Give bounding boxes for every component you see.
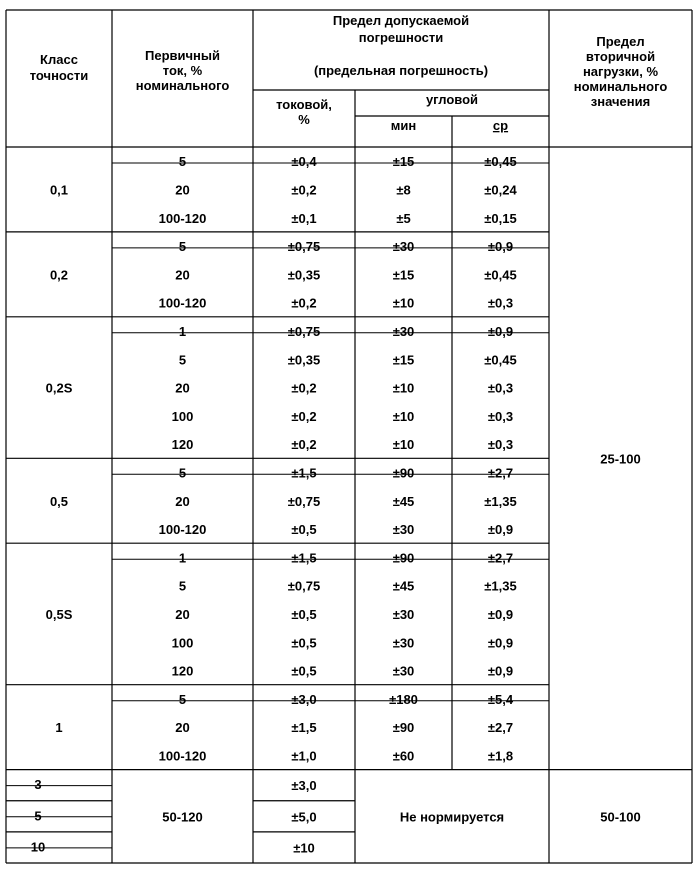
- cell-min: ±5: [396, 210, 411, 226]
- cell-current: ±0,5: [291, 635, 317, 651]
- table-grid: [6, 10, 692, 863]
- cell-current: ±1,5: [291, 720, 317, 736]
- cell-min: ±15: [392, 352, 415, 368]
- cell-primary: 5: [178, 239, 187, 255]
- cell-current: ±0,35: [287, 267, 321, 283]
- cell-current: ±0,75: [287, 578, 321, 594]
- header-angular: угловой: [425, 92, 479, 107]
- cell-current: ±10: [293, 840, 315, 856]
- cell-current: ±0,5: [291, 606, 317, 622]
- cell-class: 5: [34, 808, 42, 824]
- cell-min: ±10: [392, 380, 415, 396]
- cell-current: ±0,2: [291, 182, 317, 198]
- cell-current: ±0,4: [291, 154, 317, 170]
- header-primary: номинального: [135, 78, 230, 93]
- cell-current: ±0,2: [291, 380, 317, 396]
- cell-primary: 5: [178, 578, 187, 594]
- cell-current: ±0,75: [287, 493, 321, 509]
- cell-min: ±30: [392, 522, 415, 538]
- header-error: Предел допускаемой: [332, 13, 470, 28]
- header-secondary: значения: [590, 94, 651, 109]
- cell-not-normed: Не нормируется: [399, 809, 505, 825]
- cell-sr: ±2,7: [487, 720, 514, 736]
- cell-min: ±15: [392, 154, 415, 170]
- cell-sr: ±0,24: [484, 182, 517, 198]
- cell-min: ±15: [392, 267, 415, 283]
- cell-sr: ±0,3: [487, 380, 514, 396]
- cell-primary: 120: [171, 437, 194, 453]
- cell-primary: 5: [178, 465, 187, 481]
- cell-secondary: 50-100: [600, 809, 641, 825]
- cell-current: ±1,0: [291, 748, 317, 764]
- cell-class: 10: [30, 839, 46, 855]
- cell-class: 0,2: [49, 267, 69, 283]
- cell-min: ±45: [392, 578, 415, 594]
- header-primary: ток, %: [162, 63, 203, 78]
- cell-min: ±30: [392, 323, 415, 339]
- cell-current: ±0,1: [291, 210, 317, 226]
- cell-primary: 20: [175, 380, 190, 396]
- cell-min: ±45: [392, 493, 415, 509]
- cell-sr: ±1,35: [484, 493, 517, 509]
- cell-sr: ±0,9: [487, 239, 514, 255]
- cell-class: 3: [34, 777, 42, 793]
- cell-current: ±1,5: [291, 550, 317, 566]
- cell-current: ±0,2: [291, 408, 317, 424]
- cell-current: ±0,2: [291, 437, 317, 453]
- header-secondary: вторичной: [585, 49, 656, 64]
- table-text: [30, 13, 668, 855]
- cell-sr: ±0,45: [484, 154, 517, 170]
- cell-primary: 20: [175, 720, 190, 736]
- header-error: погрешности: [358, 30, 444, 45]
- cell-sr: ±0,3: [487, 295, 514, 311]
- header-primary: Первичный: [145, 48, 220, 63]
- cell-min: ±10: [392, 408, 415, 424]
- cell-sr: ±1,8: [487, 748, 514, 764]
- cell-primary: 100-120: [158, 210, 207, 226]
- cell-min: ±30: [392, 606, 415, 622]
- cell-sr: ±0,45: [484, 352, 517, 368]
- header-class: точности: [29, 68, 89, 83]
- cell-min: ±10: [392, 295, 415, 311]
- cell-class: 0,1: [49, 182, 69, 198]
- header-current: %: [298, 112, 310, 127]
- cell-primary: 20: [175, 182, 190, 198]
- cell-primary: 100: [171, 635, 194, 651]
- cell-primary: 120: [171, 663, 194, 679]
- cell-sr: ±0,3: [487, 437, 514, 453]
- cell-primary: 5: [178, 691, 187, 707]
- cell-primary: 1: [178, 323, 187, 339]
- cell-class: 0,5: [49, 493, 69, 509]
- cell-min: ±30: [392, 663, 415, 679]
- cell-current: ±0,5: [291, 522, 317, 538]
- cell-min: ±90: [392, 550, 415, 566]
- header-sr: ср: [492, 118, 509, 133]
- cell-min: ±30: [392, 239, 415, 255]
- cell-min: ±90: [392, 465, 415, 481]
- cell-current: ±0,2: [291, 295, 317, 311]
- cell-current: ±0,75: [287, 239, 321, 255]
- cell-primary: 20: [175, 267, 190, 283]
- cell-current: ±3,0: [291, 691, 317, 707]
- cell-current: ±3,0: [291, 778, 317, 794]
- cell-primary: 50-120: [162, 809, 203, 825]
- cell-primary: 100: [171, 408, 194, 424]
- cell-min: ±8: [396, 182, 411, 198]
- cell-min: ±10: [392, 437, 415, 453]
- cell-min: ±180: [389, 691, 418, 707]
- cell-sr: ±0,15: [484, 210, 517, 226]
- cell-primary: 1: [178, 550, 187, 566]
- header-secondary: номинального: [573, 79, 668, 94]
- cell-current: ±5,0: [291, 809, 317, 825]
- cell-sr: ±0,9: [487, 663, 514, 679]
- header-secondary: Предел: [596, 34, 645, 49]
- header-current: токовой,: [276, 97, 332, 112]
- cell-class: 1: [55, 720, 63, 736]
- cell-sr: ±2,7: [487, 550, 514, 566]
- cell-class: 0,2S: [45, 380, 73, 396]
- cell-min: ±60: [392, 748, 415, 764]
- cell-primary: 100-120: [158, 522, 207, 538]
- cell-sr: ±0,9: [487, 323, 514, 339]
- cell-primary: 5: [178, 352, 187, 368]
- cell-current: ±1,5: [291, 465, 317, 481]
- cell-sr: ±1,35: [484, 578, 517, 594]
- cell-sr: ±0,9: [487, 606, 514, 622]
- header-error-sub: (предельная погрешность): [313, 63, 489, 78]
- cell-sr: ±0,45: [484, 267, 517, 283]
- header-class: Класс: [40, 52, 78, 67]
- cell-primary: 20: [175, 493, 190, 509]
- cell-min: ±90: [392, 720, 415, 736]
- cell-sr: ±2,7: [487, 465, 514, 481]
- cell-secondary: 25-100: [600, 451, 641, 467]
- cell-current: ±0,35: [287, 352, 321, 368]
- cell-primary: 100-120: [158, 295, 207, 311]
- cell-primary: 20: [175, 606, 190, 622]
- header-min: мин: [390, 118, 417, 133]
- cell-class: 0,5S: [45, 606, 73, 622]
- cell-sr: ±0,9: [487, 522, 514, 538]
- cell-primary: 100-120: [158, 748, 207, 764]
- header-secondary: нагрузки, %: [582, 64, 659, 79]
- cell-sr: ±0,9: [487, 635, 514, 651]
- cell-sr: ±0,3: [487, 408, 514, 424]
- cell-current: ±0,75: [287, 323, 321, 339]
- cell-min: ±30: [392, 635, 415, 651]
- cell-current: ±0,5: [291, 663, 317, 679]
- cell-sr: ±5,4: [487, 691, 514, 707]
- cell-primary: 5: [178, 154, 187, 170]
